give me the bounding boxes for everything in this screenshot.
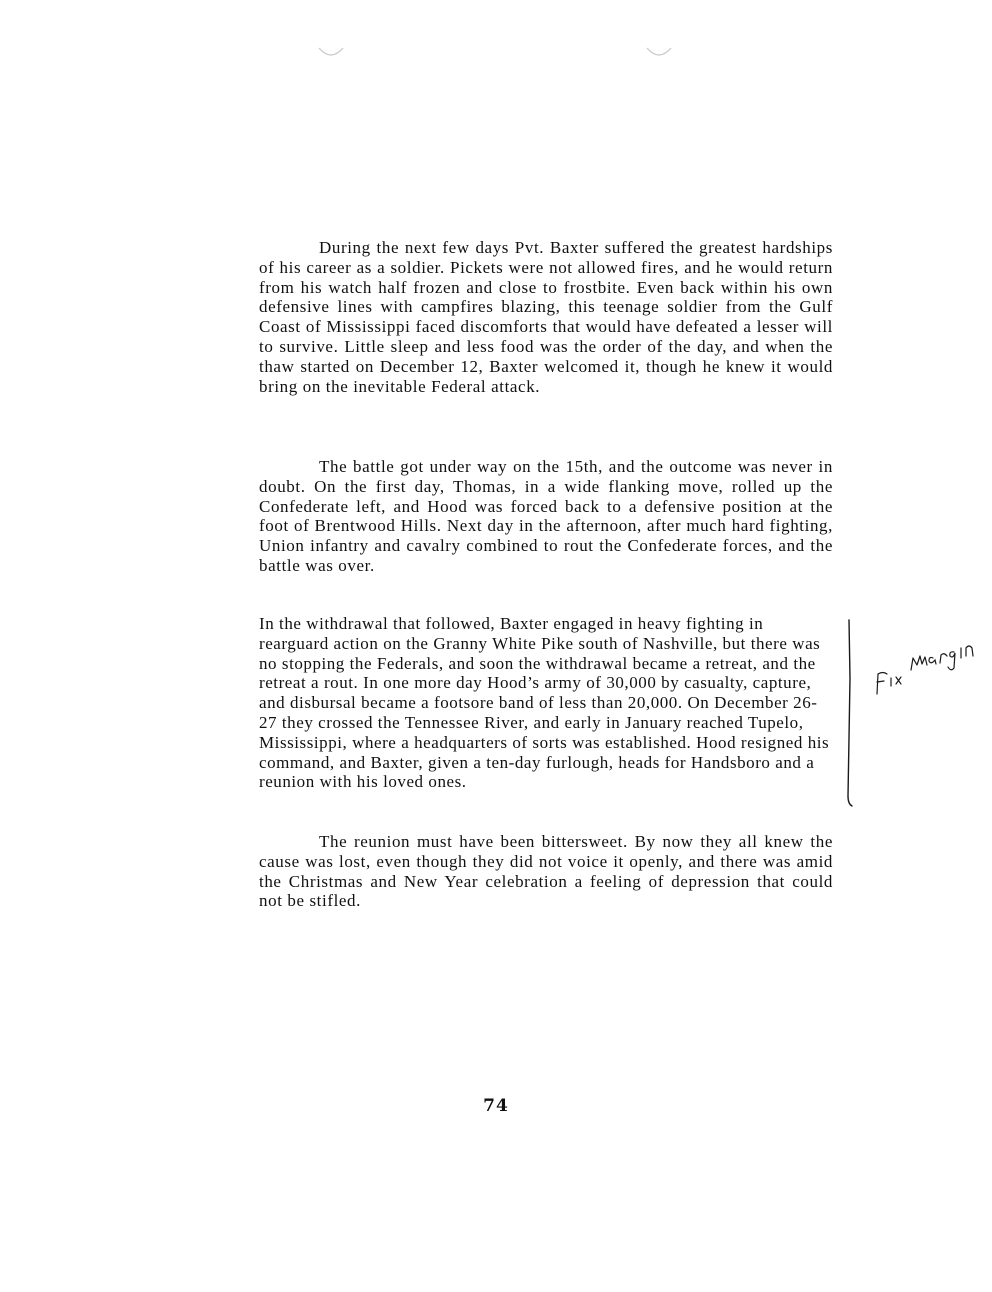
punch-hole-mark-right bbox=[646, 44, 672, 62]
paragraph-withdrawal: In the withdrawal that followed, Baxter engaged in heavy fighting in rearguard action on the Granny White Pike south of Nashville, but there was no stopping the Federals, and soon the withdrawal became a retreat, and the retreat a rout. In one more day Hood’s army of 30,000 by casualty, capture, and disbursal became a footsore band of less than 20,000. On December 26-27 they crossed the Tennessee River, and early in January reached Tupelo, Mississippi, where a headquarters of sorts was established. Hood resigned his command, and Baxter, given a ten-day furlough, heads for Handsboro and a reunion with his loved ones. bbox=[259, 614, 830, 792]
page-number: 74 bbox=[483, 1096, 509, 1116]
punch-hole-mark-left bbox=[318, 44, 344, 62]
margin-correction-line bbox=[845, 618, 859, 808]
handwritten-margin-note bbox=[870, 634, 980, 696]
paragraph-reunion: The reunion must have been bittersweet. By now they all knew the cause was lost, even though they did not voice it openly, and there was amid the Christmas and New Year celebration a feeling of depression that could not be stifled. bbox=[259, 832, 833, 911]
paragraph-battle: The battle got under way on the 15th, and the outcome was never in doubt. On the first day, Thomas, in a wide flanking move, rolled up the Confederate left, and Hood was forced back to a defensive position at the foot of Brentwood Hills. Next day in the afternoon, after much hard fighting, Union infantry and cavalry combined to rout the Confederate forces, and the battle was over. bbox=[259, 457, 833, 575]
handwritten-note-drawing bbox=[870, 634, 980, 696]
paragraph-hardships: During the next few days Pvt. Baxter suffered the greatest hardships of his career as a soldier. Pickets were not allowed fires, and he would return from his watch half frozen and close to frostbite. Even back within his own defensive lines with campfires blazing, this teenage soldier from the Gulf Coast of Mississippi faced discomforts that would have defeated a lesser will to survive. Little sleep and less food was the order of the day, and when the thaw started on December 12, Baxter welcomed it, though he knew it would bring on the inevitable Federal attack. bbox=[259, 238, 833, 396]
